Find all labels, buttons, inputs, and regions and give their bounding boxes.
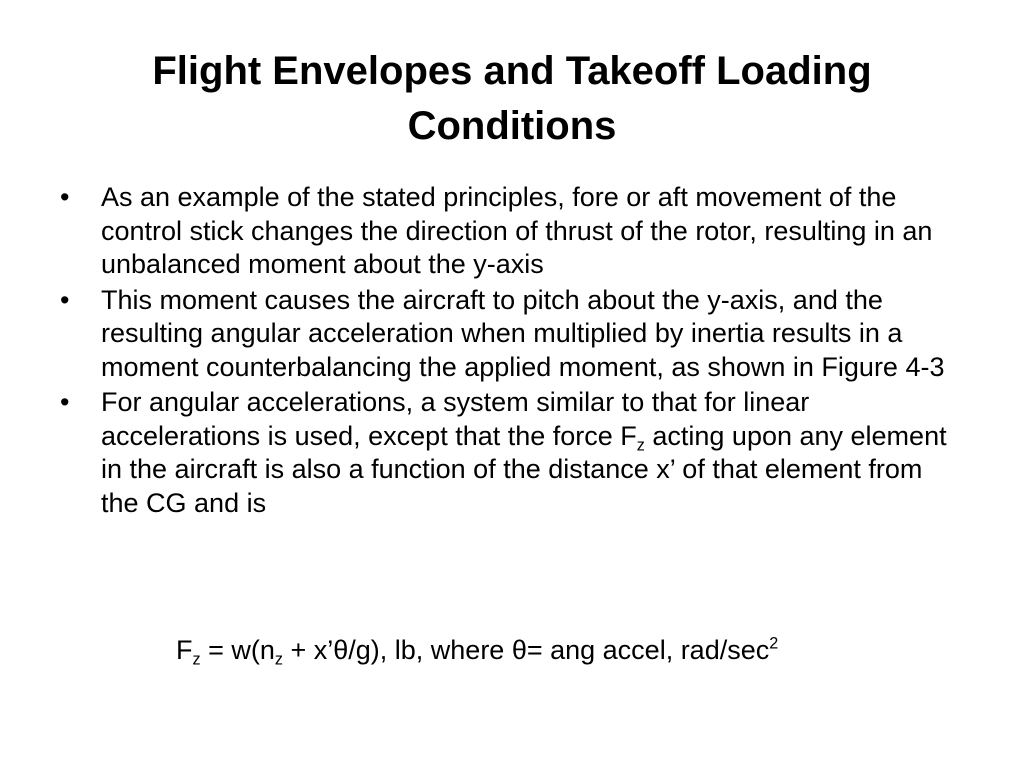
formula-rest: + x’θ/g), lb, where θ= ang accel, rad/sec: [282, 635, 770, 665]
slide-title: [40, 44, 984, 154]
bullet-marker: •: [60, 387, 70, 417]
formula-f: F: [176, 635, 193, 665]
formula-f-subscript: z: [192, 650, 201, 669]
bullet-marker: •: [60, 284, 70, 315]
bullet-text-1: As an example of the stated principles, fore or aft movement of the control stick changes the direction of thrust of the rotor, resulting in an unbalanced moment about the y-axis: [101, 182, 933, 279]
title-line-2: Conditions: [407, 104, 617, 148]
force-formula: [176, 632, 976, 668]
bullet-text-3: [101, 387, 947, 518]
bullet-marker: •: [60, 182, 70, 212]
bullet-text-2: This moment causes the aircraft to pitch about the y-axis, and the resulting angular acceleration when multiplied by inertia results in a moment counterbalancing the applied moment, as shown in Figure 4-3: [101, 284, 945, 382]
bullet-item-1: [60, 181, 960, 282]
bullet-item-3: [60, 386, 960, 520]
bullet-3-part-2: acting upon any element in the aircraft is also a function of the distance x’ of that element from the CG and is: [101, 420, 947, 518]
bullet-3-part-1: For angular accelerations, a system similar to that for linear accelerations is used, except that the force F: [101, 387, 810, 451]
bullet-item-2: [60, 284, 960, 385]
formula-exponent: 2: [769, 634, 779, 653]
force-subscript: z: [636, 436, 645, 455]
formula-mid: = w(n: [200, 635, 275, 665]
title-line-1: Flight Envelopes and Takeoff Loading: [152, 49, 872, 93]
formula-n-subscript: z: [274, 650, 283, 669]
bullet-list: [60, 181, 960, 522]
